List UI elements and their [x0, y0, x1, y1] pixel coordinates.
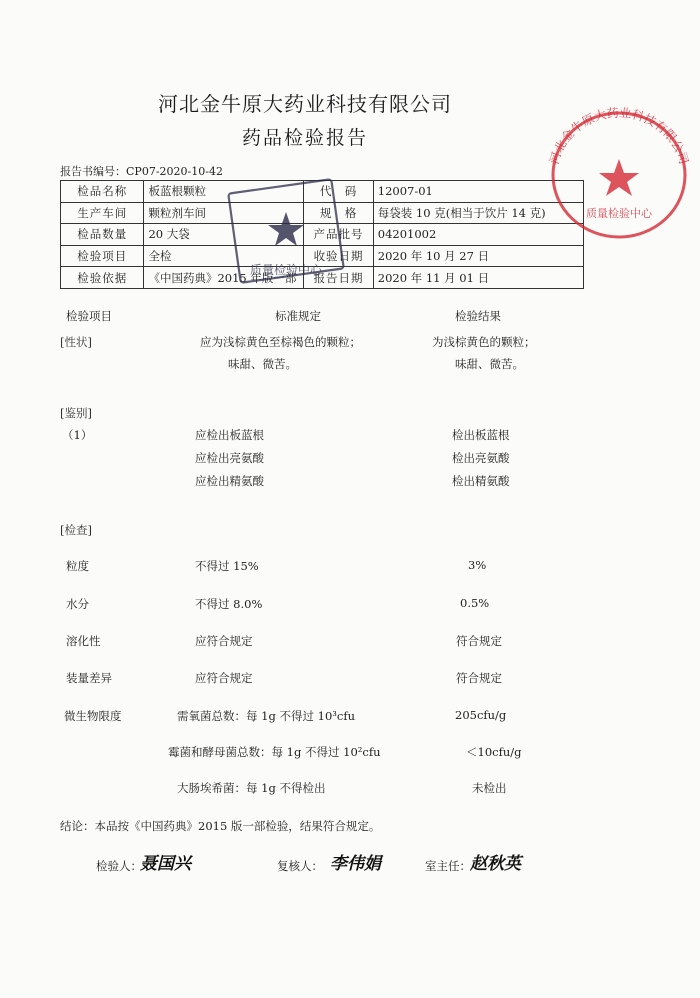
company-seal-text: 河北金牛原大药业科技有限公司: [547, 105, 691, 166]
receive-date-label: 收验日期: [304, 245, 373, 267]
product-name-label: 检品名称: [61, 181, 144, 203]
inspection-standard-4: 应符合规定: [195, 671, 253, 685]
micro-standard-1: 需氧菌总数：每 1g 不得过 10³cfu: [177, 709, 355, 723]
micro-result-2: ＜10cfu/g: [466, 745, 522, 759]
inspector-label: 检验人：: [96, 859, 142, 873]
inspection-item-3: 溶化性: [66, 634, 101, 648]
workshop-value: 颗粒剂车间: [144, 202, 304, 224]
col-standard: 标准规定: [275, 309, 321, 323]
ident-result-2: 检出亮氨酸: [452, 451, 510, 465]
character-result-1: 为浅棕黄色的颗粒；: [432, 335, 536, 349]
receive-date-value: 2020 年 10 月 27 日: [373, 245, 583, 267]
quantity-label: 检品数量: [61, 224, 144, 246]
director-signature: 赵秋英: [470, 854, 521, 874]
micro-standard-2: 霉菌和酵母菌总数：每 1g 不得过 10²cfu: [168, 745, 381, 759]
inspector-signature: 聂国兴: [140, 854, 191, 874]
ident-standard-2: 应检出亮氨酸: [195, 451, 264, 465]
micro-result-1: 205cfu/g: [455, 708, 507, 722]
col-result: 检验结果: [455, 309, 501, 323]
reviewer-label: 复核人：: [277, 859, 323, 873]
character-section: [性状]: [60, 335, 92, 349]
code-label: 代 码: [304, 181, 373, 203]
inspection-section: [检查]: [60, 523, 92, 537]
col-item: 检验项目: [66, 309, 112, 323]
report-number: 报告书编号：CP07-2020-10-42: [60, 165, 223, 178]
workshop-label: 生产车间: [61, 202, 144, 224]
product-name-value: 板蓝根颗粒: [144, 181, 304, 203]
reviewer-signature: 李伟娟: [330, 854, 381, 874]
inspection-result-2: 0.5%: [460, 596, 490, 610]
inspection-standard-1: 不得过 15%: [195, 559, 259, 573]
identification-section: [鉴别]: [60, 406, 92, 420]
character-result-2: 味甜、微苦。: [455, 357, 524, 371]
inspection-item-1: 粒度: [66, 559, 89, 573]
spec-value: 每袋装 10 克(相当于饮片 14 克): [373, 202, 583, 224]
ident-result-3: 检出精氨酸: [452, 474, 510, 488]
report-title: 药品检验报告: [241, 127, 368, 149]
inspection-item-4: 装量差异: [66, 671, 112, 685]
inspection-standard-2: 不得过 8.0%: [195, 597, 263, 611]
item-value: 全检: [144, 245, 304, 267]
company-name: 河北金牛原大药业科技有限公司: [158, 92, 452, 116]
report-date-value: 2020 年 11 月 01 日: [373, 267, 583, 289]
quantity-value: 20 大袋: [144, 224, 304, 246]
inspection-result-4: 符合规定: [456, 671, 502, 685]
basis-label: 检验依据: [61, 267, 144, 289]
item-label: 检验项目: [61, 245, 144, 267]
qc-stamp: [222, 178, 350, 293]
inspection-item-2: 水分: [66, 597, 89, 611]
batch-value: 04201002: [373, 224, 583, 246]
identification-index: （1）: [62, 428, 93, 442]
character-standard-1: 应为浅棕黄色至棕褐色的颗粒；: [200, 335, 361, 349]
micro-label: 微生物限度: [64, 709, 122, 723]
company-seal: [535, 95, 700, 245]
code-value: 12007-01: [373, 181, 583, 203]
inspection-result-1: 3%: [468, 558, 487, 572]
ident-result-1: 检出板蓝根: [452, 428, 510, 442]
svg-text:河北金牛原大药业科技有限公司: [547, 106, 691, 166]
qc-stamp-text: 质量检验中心: [249, 263, 323, 277]
batch-label: 产品批号: [304, 224, 373, 246]
ident-standard-3: 应检出精氨酸: [195, 474, 264, 488]
basis-value: 《中国药典》2015 年版一部: [144, 267, 304, 289]
report-date-label: 报告日期: [304, 267, 373, 289]
micro-result-3: 未检出: [472, 781, 507, 795]
micro-standard-3: 大肠埃希菌：每 1g 不得检出: [177, 781, 326, 795]
company-seal-center: 质量检验中心: [586, 207, 652, 220]
conclusion: 结论：本品按《中国药典》2015 版一部检验，结果符合规定。: [60, 819, 381, 833]
inspection-result-3: 符合规定: [456, 634, 502, 648]
director-label: 室主任：: [425, 859, 471, 873]
inspection-standard-3: 应符合规定: [195, 634, 253, 648]
spec-label: 规 格: [304, 202, 373, 224]
character-standard-2: 味甜、微苦。: [228, 357, 297, 371]
ident-standard-1: 应检出板蓝根: [195, 428, 264, 442]
